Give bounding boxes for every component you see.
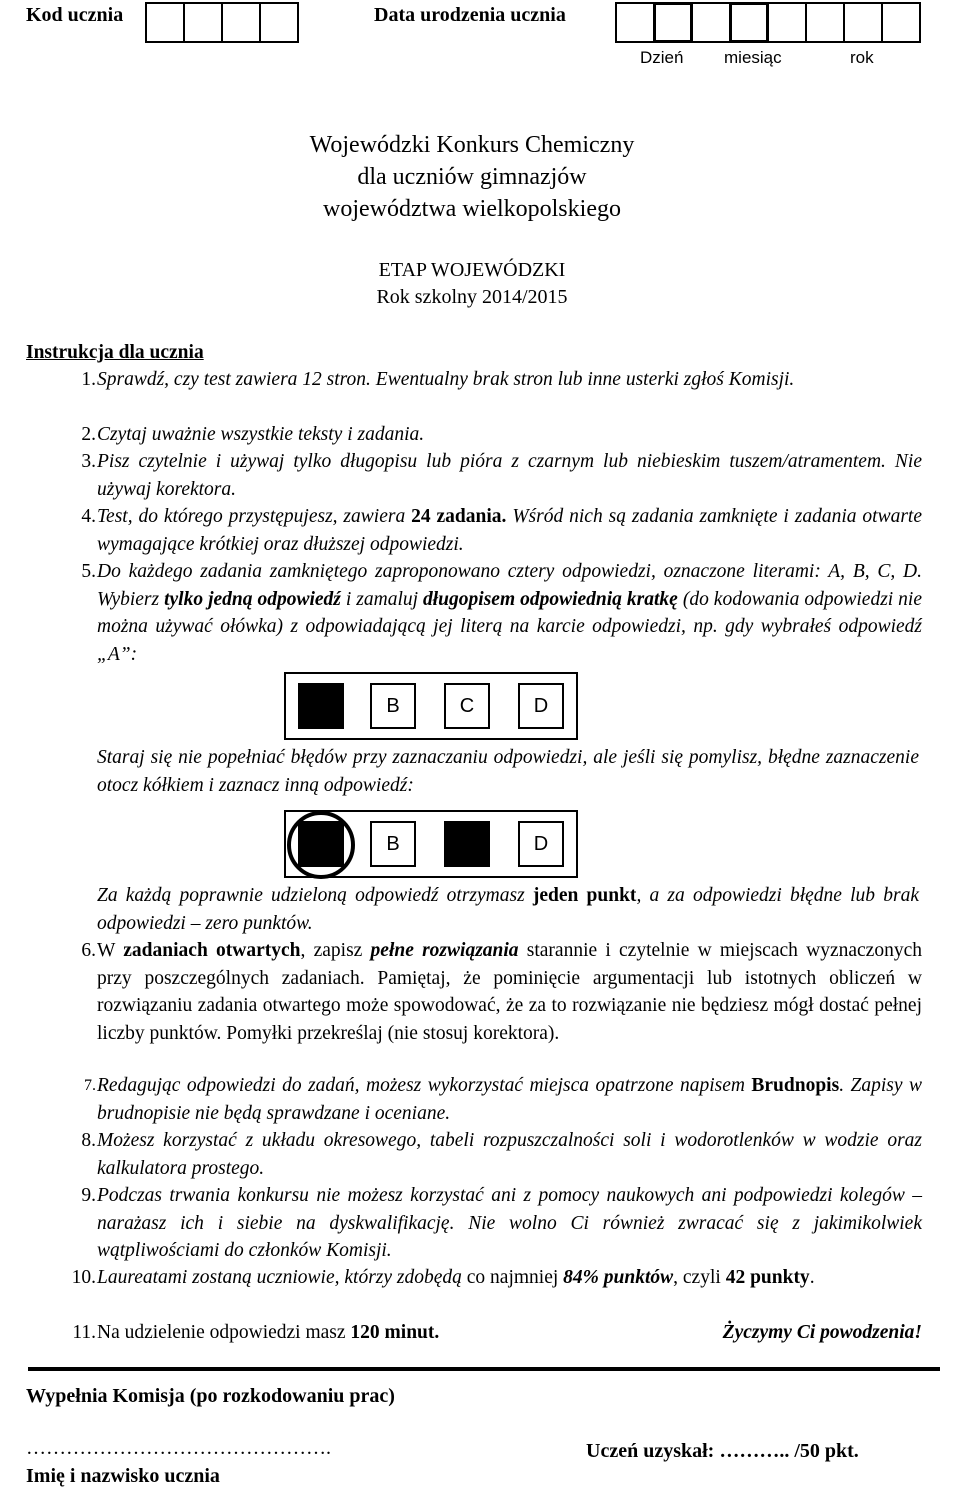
good-luck-message: Życzymy Ci powodzenia!: [722, 1322, 922, 1343]
day-caption: Dzień: [640, 48, 684, 67]
birth-date-boxes: [615, 2, 919, 43]
month-box[interactable]: [729, 2, 769, 43]
student-code-label: Kod ucznia: [26, 4, 124, 26]
month-caption: miesiąc: [724, 48, 782, 67]
score-field[interactable]: ………..: [719, 1440, 790, 1462]
year-box[interactable]: [805, 2, 845, 43]
competition-title: Wojewódzki Konkurs Chemiczny: [309, 132, 635, 158]
example-correction-card: [284, 810, 578, 878]
correction-circle-icon: [287, 811, 355, 879]
scoring-note: Za każdą poprawnie udzieloną odpowiedź otrzymasz jeden punkt, a za odpowiedzi błędne lub brak odpowiedzi – zero punktów.: [97, 885, 919, 934]
answer-c-filled: [444, 821, 490, 867]
correction-instruction: Staraj się nie popełniać błędów przy zaznaczaniu odpowiedzi, ale jeśli się pomylisz, błędne zaznaczenie otocz kółkiem i zaznacz inną odpowiedź:: [97, 747, 919, 796]
instructions-heading: Instrukcja dla ucznia: [26, 342, 204, 363]
answer-option-d: D: [518, 821, 564, 867]
day-box[interactable]: [615, 2, 655, 43]
day-box[interactable]: [653, 2, 693, 43]
code-box[interactable]: [145, 2, 185, 43]
year-box[interactable]: [767, 2, 807, 43]
code-box[interactable]: [259, 2, 299, 43]
month-box[interactable]: [691, 2, 731, 43]
year-box[interactable]: [843, 2, 883, 43]
stage-label: ETAP WOJEWÓDZKI: [378, 259, 566, 281]
example-answer-card: [284, 672, 578, 740]
school-year: Rok szkolny 2014/2015: [376, 286, 568, 308]
competition-region: województwa wielkopolskiego: [323, 196, 621, 222]
student-code-boxes: [145, 2, 297, 43]
year-box[interactable]: [881, 2, 921, 43]
competition-subtitle: dla uczniów gimnazjów: [357, 164, 587, 190]
birth-date-label: Data urodzenia ucznia: [374, 4, 566, 26]
answer-option-b: B: [370, 821, 416, 867]
student-name-label: Imię i nazwisko ucznia: [26, 1465, 220, 1487]
separator-line: [28, 1367, 940, 1371]
answer-a-filled: [298, 683, 344, 729]
score-label: Uczeń uzyskał: ……….. /50 pkt.: [586, 1440, 859, 1462]
code-box[interactable]: [221, 2, 261, 43]
code-box[interactable]: [183, 2, 223, 43]
name-dots[interactable]: ……………………………………….: [26, 1437, 331, 1459]
answer-option-b: B: [370, 683, 416, 729]
commission-label: Wypełnia Komisja (po rozkodowaniu prac): [26, 1385, 395, 1407]
answer-option-c: C: [444, 683, 490, 729]
answer-option-d: D: [518, 683, 564, 729]
year-caption: rok: [850, 48, 874, 67]
